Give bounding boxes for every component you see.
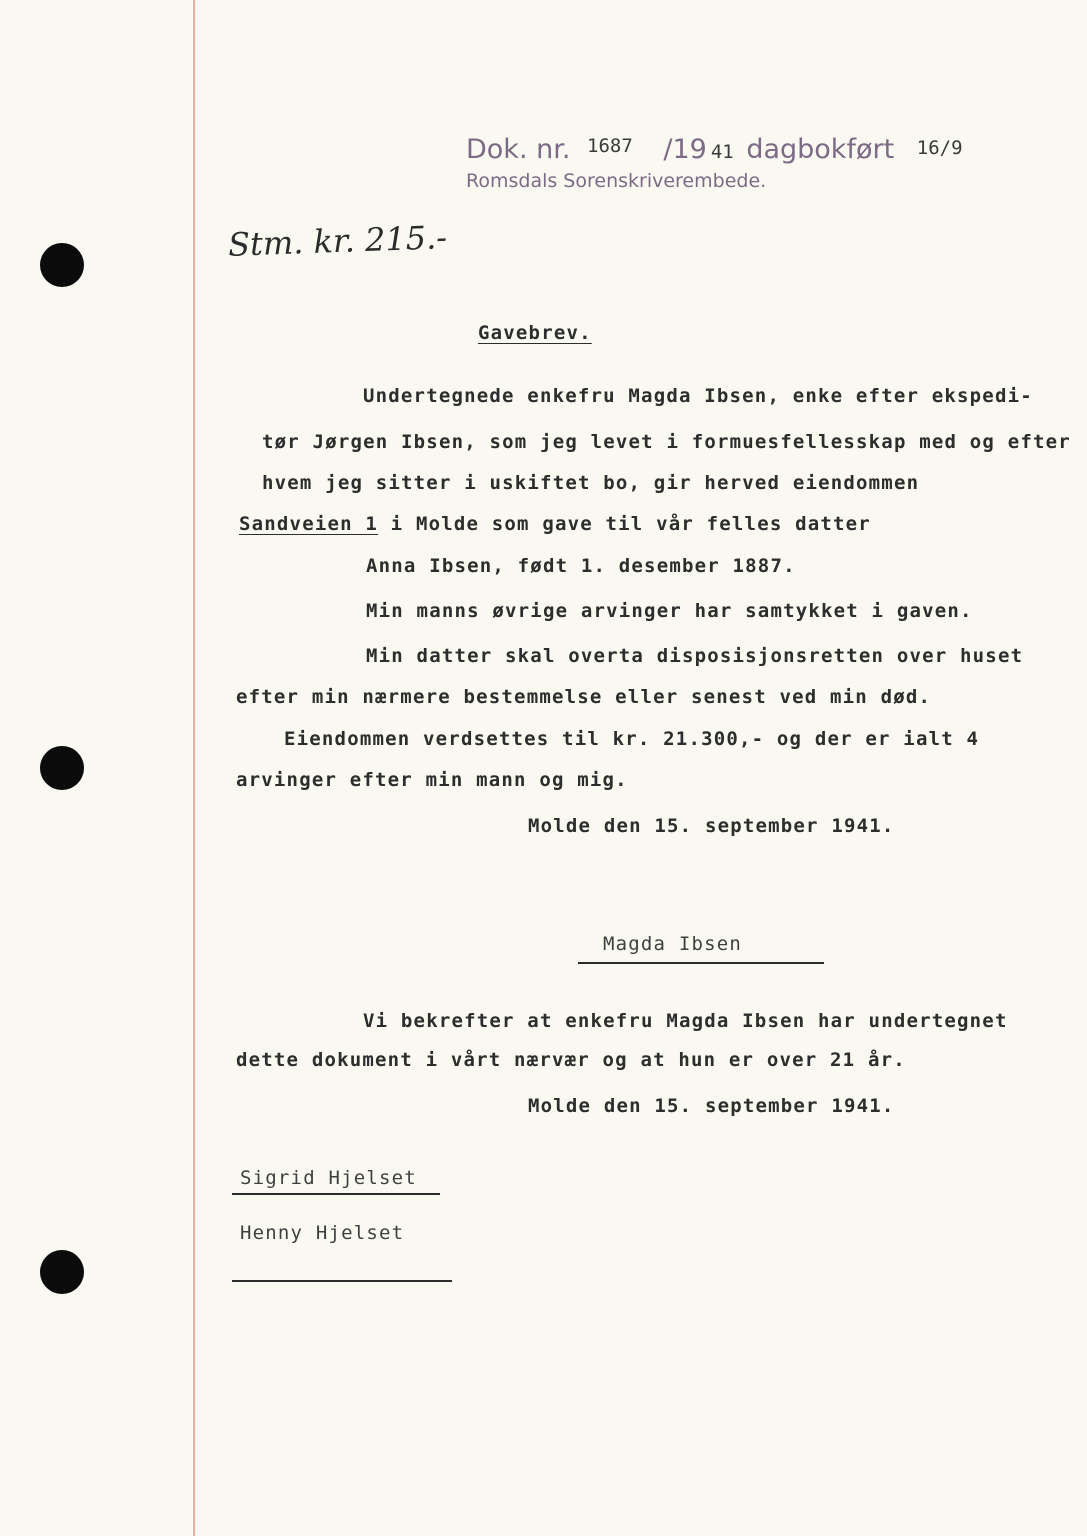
date-line-1: Molde den 15. september 1941. — [528, 815, 895, 837]
stamp-doc-number: 1687 — [587, 135, 633, 157]
witness-signature-2: Henny Hjelset — [240, 1222, 405, 1244]
document-title: Gavebrev. — [478, 322, 592, 344]
body-line-9: Eiendommen verdsettes til kr. 21.300,- og der er ialt 4 — [284, 728, 980, 750]
punch-hole-bottom — [40, 1250, 84, 1294]
signature-rule-1 — [578, 962, 824, 964]
body-line-5: Anna Ibsen, født 1. desember 1887. — [366, 555, 796, 577]
date-line-2: Molde den 15. september 1941. — [528, 1095, 895, 1117]
property-name: Sandveien 1 — [239, 513, 379, 535]
body-line-6: Min manns øvrige arvinger har samtykket i gaven. — [366, 600, 973, 622]
body-line-4 — [239, 513, 871, 535]
stamp-year-suffix: 41 — [710, 141, 734, 163]
body-line-3: hvem jeg sitter i uskiftet bo, gir herved eiendommen — [262, 472, 920, 494]
body-line-2: tør Jørgen Ibsen, som jeg levet i formuesfellesskap med og efter — [262, 431, 1071, 453]
punch-hole-top — [40, 243, 84, 287]
witness-signature-1: Sigrid Hjelset — [240, 1167, 417, 1189]
body-line-7: Min datter skal overta disposisjonsretten over huset — [366, 645, 1024, 667]
body-line-10: arvinger efter min mann og mig. — [236, 769, 628, 791]
body-line-1: Undertegnede enkefru Magda Ibsen, enke efter ekspedi- — [363, 385, 1033, 407]
stamp-doc-label: Dok. nr. — [466, 134, 571, 165]
body-line-4-rest: i Molde som gave til vår felles datter — [378, 513, 871, 535]
signature-rule-2 — [232, 1193, 440, 1195]
witness-line-1: Vi bekrefter at enkefru Magda Ibsen har undertegnet — [363, 1010, 1008, 1032]
stamp-office: Romsdals Sorenskriverembede. — [466, 170, 767, 192]
stamp-year-prefix: /19 — [663, 134, 707, 165]
stamp-logged-date: 16/9 — [916, 137, 963, 159]
punch-hole-middle — [40, 746, 84, 790]
signature-magda-ibsen: Magda Ibsen — [603, 933, 743, 955]
witness-line-2: dette dokument i vårt nærvær og at hun er over 21 år. — [236, 1049, 906, 1071]
stamp-logged-label: dagbokført — [746, 134, 895, 165]
red-margin-line — [193, 0, 195, 1536]
fee-note-handwritten: Stm. kr. 215.- — [227, 218, 448, 264]
signature-rule-3 — [232, 1280, 452, 1282]
body-line-8: efter min nærmere bestemmelse eller senest ved min død. — [236, 686, 932, 708]
registration-stamp — [466, 134, 963, 165]
